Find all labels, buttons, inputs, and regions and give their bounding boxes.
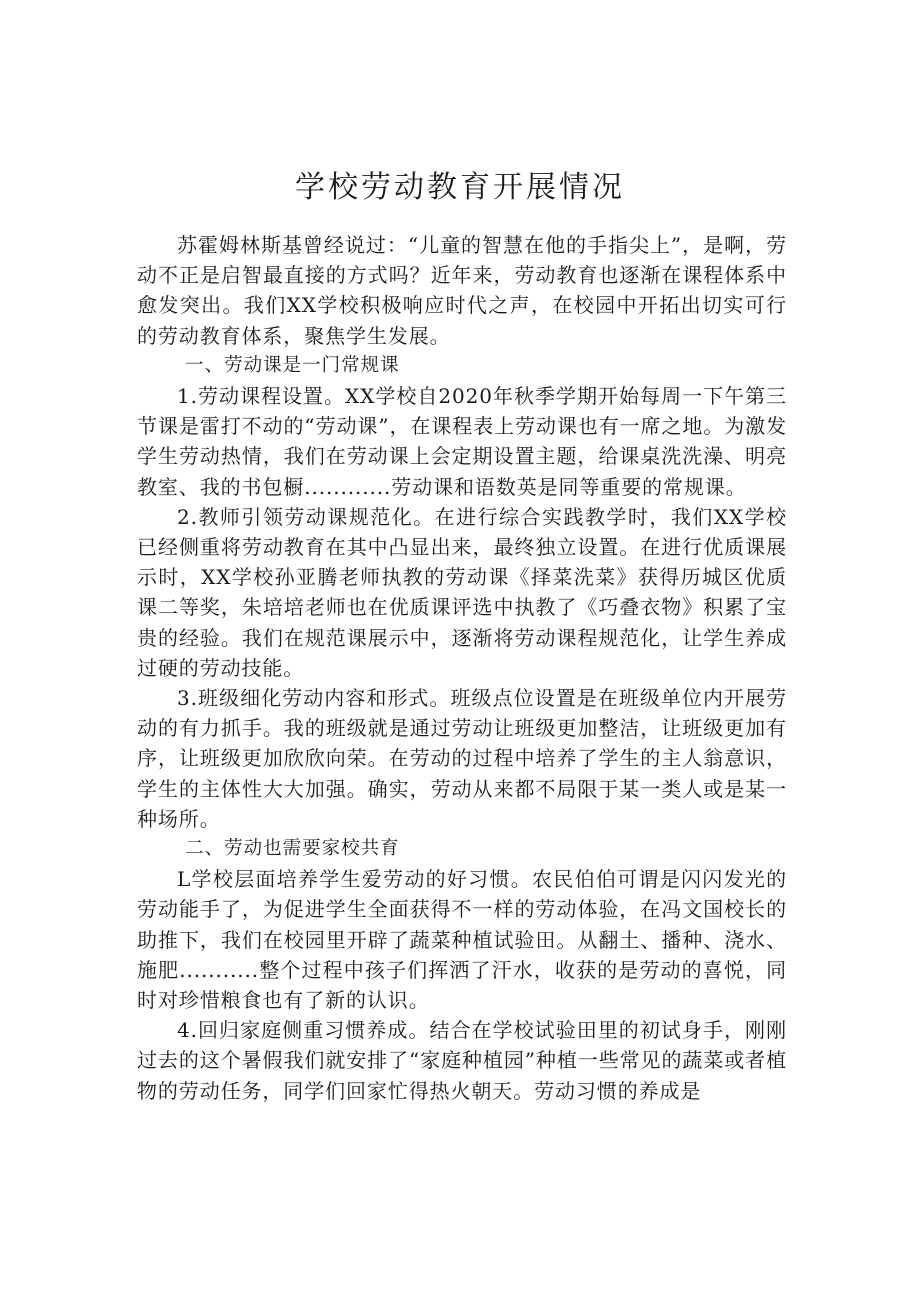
intro-paragraph: 苏霍姆林斯基曾经说过：“儿童的智慧在他的手指尖上”，是啊，劳动不正是启智最直接的方式吗？近年来，劳动教育也逐渐在课程体系中愈发突出。我们XX学校积极响应时代之声，在校园中开拓出切实可行的劳动教育体系，聚焦学生发展。: [137, 233, 787, 348]
paragraph-teacher-guidance: 2.教师引领劳动课规范化。在进行综合实践教学时，我们XX学校已经侧重将劳动教育在其中凸显出来，最终独立设置。在进行优质课展示时，XX学校孙亚腾老师执教的劳动课《择菜洗菜》获得历城区优质课二等奖，朱培培老师也在优质课评选中执教了《巧叠衣物》积累了宝贵的经验。我们在规范课展示中，逐渐将劳动课程规范化，让学生养成过硬的劳动技能。: [137, 504, 787, 680]
paragraph-return-home: 4.回归家庭侧重习惯养成。结合在学校试验田里的初试身手，刚刚过去的这个暑假我们就安排了“家庭种植园”种植一些常见的蔬菜或者植物的劳动任务，同学们回家忙得热火朝天。劳动习惯的养成是: [137, 1018, 787, 1103]
paragraph-class-refinement: 3.班级细化劳动内容和形式。班级点位设置是在班级单位内开展劳动的有力抓手。我的班级就是通过劳动让班级更加整洁，让班级更加有序，让班级更加欣欣向荣。在劳动的过程中培养了学生的主人翁意识，学生的主体性大大加强。确实，劳动从来都不局限于某一类人或是某一种场所。: [137, 686, 787, 831]
section-heading-1: 一、劳动课是一门常规课: [185, 354, 400, 376]
paragraph-course-setting: 1.劳动课程设置。XX学校自2020年秋季学期开始每周一下午第三节课是雷打不动的“劳动课”，在课程表上劳动课也有一席之地。为激发学生劳动热情，我们在劳动课上会定期设置主题，给课桌洗洗澡、明亮教室、我的书包橱............劳动课和语数英是同等重要的常规课。: [137, 384, 787, 499]
document-body: [137, 230, 787, 1106]
section-heading-2: 二、劳动也需要家校共育: [185, 838, 400, 860]
paragraph-school-level: L学校层面培养学生爱劳动的好习惯。农民伯伯可谓是闪闪发光的劳动能手了，为促进学生全面获得不一样的劳动体验，在冯文国校长的助推下，我们在校园里开辟了蔬菜种植试验田。从翻土、播种、浇水、施肥...........整个过程中孩子们挥洒了汗水，收获的是劳动的喜悦，同时对珍惜粮食也有了新的认识。: [137, 867, 787, 1013]
document-title: 学校劳动教育开展情况: [295, 170, 625, 205]
